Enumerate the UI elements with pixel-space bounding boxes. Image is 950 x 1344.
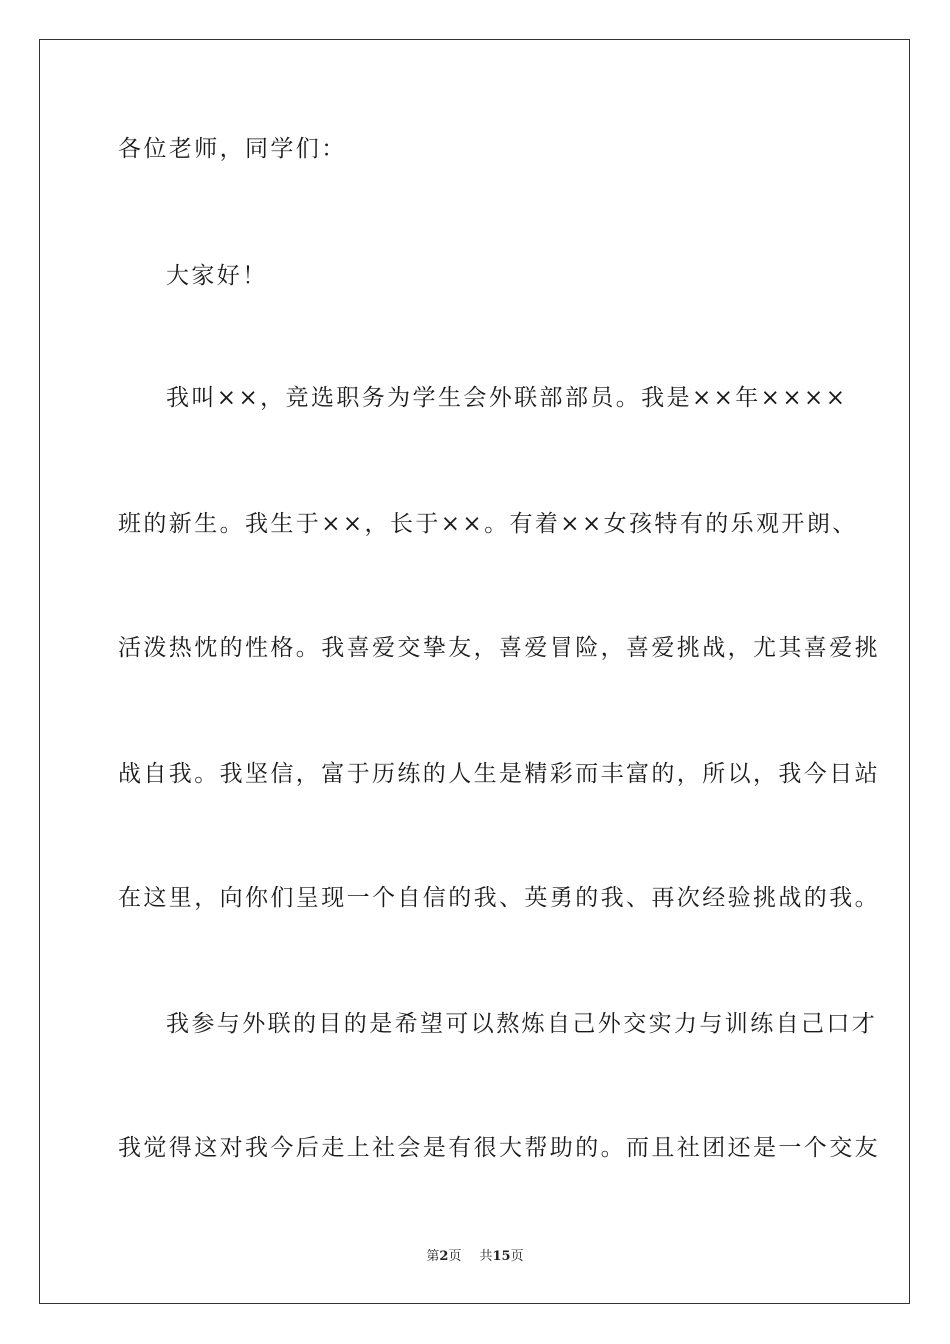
page-number: 2 xyxy=(439,1249,449,1264)
page-suffix: 页 xyxy=(448,1249,462,1264)
total-prefix: 共 xyxy=(479,1249,493,1264)
body-line: 活泼热忱的性格。我喜爱交挚友，喜爱冒险，喜爱挑战，尤其喜爱挑 xyxy=(118,635,880,661)
page-footer xyxy=(0,1248,950,1266)
body-line: 我参与外联的目的是希望可以熬炼自己外交实力与训练自己口才 xyxy=(166,1011,878,1037)
body-line: 在这里，向你们呈现一个自信的我、英勇的我、再次经验挑战的我。 xyxy=(118,885,880,911)
body-line: 战自我。我坚信，富于历练的人生是精彩而丰富的，所以，我今日站 xyxy=(118,761,880,787)
page-frame xyxy=(39,39,910,1304)
body-line: 我叫××，竞选职务为学生会外联部部员。我是××年×××× xyxy=(166,385,848,411)
page-prefix: 第 xyxy=(426,1249,440,1264)
body-line: 我觉得这对我今后走上社会是有很大帮助的。而且社团还是一个交友 xyxy=(118,1135,880,1161)
body-line: 班的新生。我生于××，长于××。有着××女孩特有的乐观开朗、 xyxy=(118,511,858,537)
salutation-line: 各位老师，同学们： xyxy=(118,136,347,162)
greeting-line: 大家好！ xyxy=(166,263,268,289)
total-pages: 15 xyxy=(492,1249,511,1264)
total-suffix: 页 xyxy=(510,1249,524,1264)
